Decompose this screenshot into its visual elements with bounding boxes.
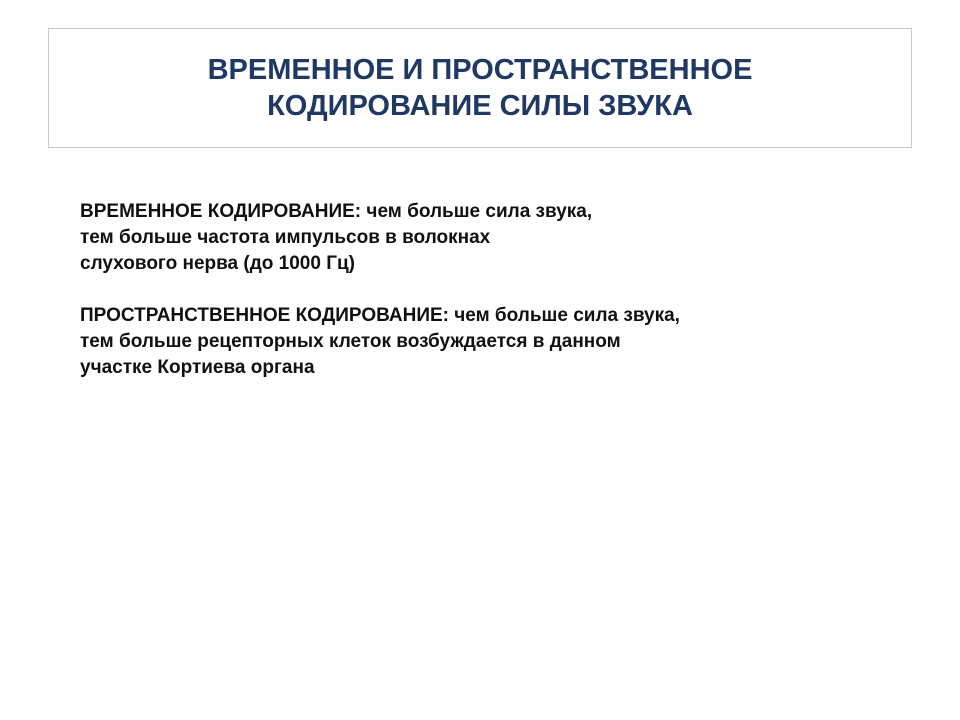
paragraph-spatial-coding bbox=[80, 303, 880, 381]
slide-title-line-2: КОДИРОВАНИЕ СИЛЫ ЗВУКА bbox=[267, 90, 693, 122]
paragraph-line: тем больше частота импульсов в волокнах bbox=[80, 227, 491, 248]
paragraph-temporal-coding bbox=[80, 199, 880, 277]
paragraph-line: ВРЕМЕННОЕ КОДИРОВАНИЕ: чем больше сила звука, bbox=[80, 201, 593, 222]
paragraph-line: участке Кортиева органа bbox=[80, 357, 315, 378]
slide-body bbox=[80, 199, 880, 381]
paragraph-line: ПРОСТРАНСТВЕННОЕ КОДИРОВАНИЕ: чем больше сила звука, bbox=[80, 305, 680, 326]
paragraph-line: тем больше рецепторных клеток возбуждается в данном bbox=[80, 331, 621, 352]
slide-title-line-1: ВРЕМЕННОЕ И ПРОСТРАНСТВЕННОЕ bbox=[207, 54, 753, 86]
slide-title-box bbox=[48, 28, 912, 148]
paragraph-line: слухового нерва (до 1000 Гц) bbox=[80, 253, 355, 274]
